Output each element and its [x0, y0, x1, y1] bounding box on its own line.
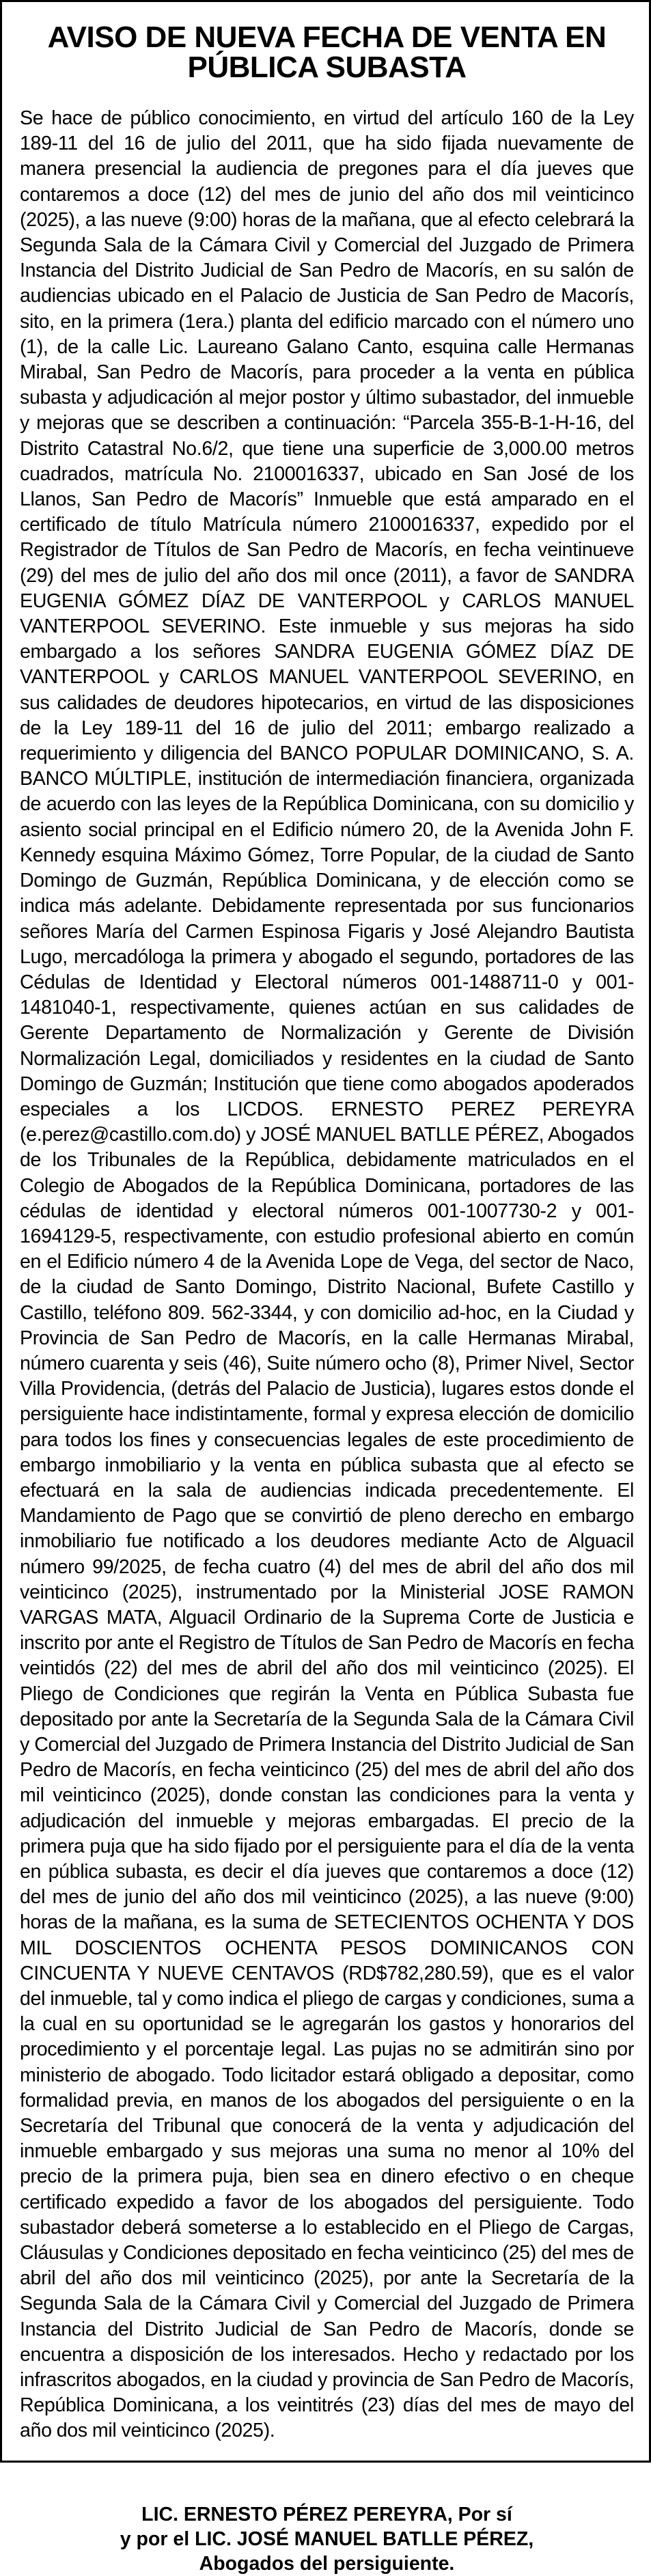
signature-line-1: LIC. ERNESTO PÉREZ PEREYRA, Por sí [141, 2503, 512, 2525]
signature-block [20, 2502, 634, 2576]
notice-body: Se hace de público conocimiento, en virtud del artículo 160 de la Ley 189-11 del 16 de julio del 2011, que ha sido fijada nuevamente de manera presencial la audiencia de pregones para el día jueves que contaremos a doce (12) del mes de junio del año dos mil veinticinco (2025), a las nueve (9:00) horas de la mañana, que al efecto celebrará la Segunda Sala de la Cámara Civil y Comercial del Juzgado de Primera Instancia del Distrito Judicial de San Pedro de Macorís, en su salón de audiencias ubicado en el Palacio de Justicia de San Pedro de Macorís, sito, en la primera (1era.) planta del edificio marcado con el número uno (1), de la calle Lic. Laureano Galano Canto, esquina calle Hermanas Mirabal, San Pedro de Macorís, para proceder a la venta en pública subasta y adjudicación al mejor postor y último subastador, del inmueble y mejoras que se describen a continuación: “Parcela 355-B-1-H-16, del Distrito Catastral No.6/2, que tiene una superficie de 3,000.00 metros cuadrados, matrícula No. 2100016337, ubicado en San José de los Llanos, San Pedro de Macorís” Inmueble que está amparado en el certificado de título Matrícula número 2100016337, expedido por el Registrador de Títulos de San Pedro de Macorís, en fecha veintinueve (29) del mes de julio del año dos mil once (2011), a favor de SANDRA EUGENIA GÓMEZ DÍAZ DE VANTERPOOL y CARLOS MANUEL VANTERPOOL SEVERINO. Este inmueble y sus mejoras ha sido embargado a los señores SANDRA EUGENIA GÓMEZ DÍAZ DE VANTERPOOL y CARLOS MANUEL VANTERPOOL SEVERINO, en sus calidades de deudores hipotecarios, en virtud de las disposiciones de la Ley 189-11 del 16 de julio del 2011; embargo realizado a requerimiento y diligencia del BANCO POPULAR DOMINICANO, S. A. BANCO MÚLTIPLE, institución de intermediación financiera, organizada de acuerdo con las leyes de la República Dominicana, con su domicilio y asiento social principal en el Edificio número 20, de la Avenida John F. Kennedy esquina Máximo Gómez, Torre Popular, de la ciudad de Santo Domingo de Guzmán, República Dominicana, y de elección como se indica más adelante. Debidamente representada por sus funcionarios señores María del Carmen Espinosa Figaris y José Alejandro Bautista Lugo, mercadóloga la primera y abogado el segundo, portadores de las Cédulas de Identidad y Electoral números 001-1488711-0 y 001-1481040-1, respectivamente, quienes actúan en sus calidades de Gerente Departamento de Normalización y Gerente de División Normalización Legal, domiciliados y residentes en la ciudad de Santo Domingo de Guzmán; Institución que tiene como abogados apoderados especiales a los LICDOS. ERNESTO PEREZ PEREYRA (e.perez@castillo.com.do) y JOSÉ MANUEL BATLLE PÉREZ, Abogados de los Tribunales de la República, debidamente matriculados en el Colegio de Abogados de la República Dominicana, portadores de las cédulas de identidad y electoral números 001-1007730-2 y 001-1694129-5, respectivamente, con estudio profesional abierto en común en el Edificio número 4 de la Avenida Lope de Vega, del sector de Naco, de la ciudad de Santo Domingo, Distrito Nacional, Bufete Castillo y Castillo, teléfono 809. 562-3344, y con domicilio ad-hoc, en la Ciudad y Provincia de San Pedro de Macorís, en la calle Hermanas Mirabal, número cuarenta y seis (46), Suite número ocho (8), Primer Nivel, Sector Villa Providencia, (detrás del Palacio de Justicia), lugares estos donde el persiguiente hace indistintamente, formal y expresa elección de domicilio para todos los fines y consecuencias legales de este procedimiento de embargo inmobiliario y la venta en pública subasta que al efecto se efectuará en la sala de audiencias indicada precedentemente. El Mandamiento de Pago que se convirtió de pleno derecho en embargo inmobiliario fue notificado a los deudores mediante Acto de Alguacil número 99/2025, de fecha cuatro (4) del mes de abril del año dos mil veinticinco (2025), instrumentado por la Ministerial JOSE RAMON VARGAS MATA, Alguacil Ordinario de la Suprema Corte de Justicia e inscrito por ante el Registro de Títulos de San Pedro de Macorís en fecha veintidós (22) del mes de abril del año dos mil veinticinco (2025). El Pliego de Condiciones que regirán la Venta en Pública Subasta fue depositado por ante la Secretaría de la Segunda Sala de la Cámara Civil y Comercial del Juzgado de Primera Instancia del Distrito Judicial de San Pedro de Macorís, en fecha veinticinco (25) del mes de abril del año dos mil veinticinco (2025), donde constan las condiciones para la venta y adjudicación del inmueble y mejoras embargadas. El precio de la primera puja que ha sido fijado por el persiguiente para el día de la venta en pública subasta, es decir el día jueves que contaremos a doce (12) del mes de junio del año dos mil veinticinco (2025), a las nueve (9:00) horas de la mañana, es la suma de SETECIENTOS OCHENTA Y DOS MIL DOSCIENTOS OCHENTA PESOS DOMINICANOS CON CINCUENTA Y NUEVE CENTAVOS (RD$782,280.59), que es el valor del inmueble, tal y como indica el pliego de cargas y condiciones, suma a la cual en su oportunidad se le agregarán los gastos y honorarios del procedimiento y el porcentaje legal. Las pujas no se admitirán sino por ministerio de abogado. Todo licitador estará obligado a depositar, como formalidad previa, en manos de los abogados del persiguiente o en la Secretaría del Tribunal que conocerá de la venta y adjudicación del inmueble embargado y sus mejoras una suma no menor al 10% del precio de la primera puja, bien sea en dinero efectivo o en cheque certificado expedido a favor de los abogados del persiguiente. Todo subastador deberá someterse a lo establecido en el Pliego de Cargas, Cláusulas y Condiciones depositado en fecha veinticinco (25) del mes de abril del año dos mil veinticinco (2025), por ante la Secretaría de la Segunda Sala de la Cámara Civil y Comercial del Juzgado de Primera Instancia del Distrito Judicial de San Pedro de Macorís, donde se encuentra a disposición de los interesados. Hecho y redactado por los infrascritos abogados, en la ciudad y provincia de San Pedro de Macorís, República Dominicana, a los veintitrés (23) días del mes de mayo del año dos mil veinticinco (2025). [20, 107, 634, 2442]
notice-title-line-1: AVISO DE NUEVA FECHA DE VENTA EN [47, 20, 607, 54]
notice-title-line-2: PÚBLICA SUBASTA [187, 51, 467, 84]
notice-title [20, 20, 634, 84]
signature-line-3: Abogados del persiguiente. [199, 2552, 455, 2575]
signature-line-2: y por el LIC. JOSÉ MANUEL BATLLE PÉREZ, [120, 2527, 534, 2550]
